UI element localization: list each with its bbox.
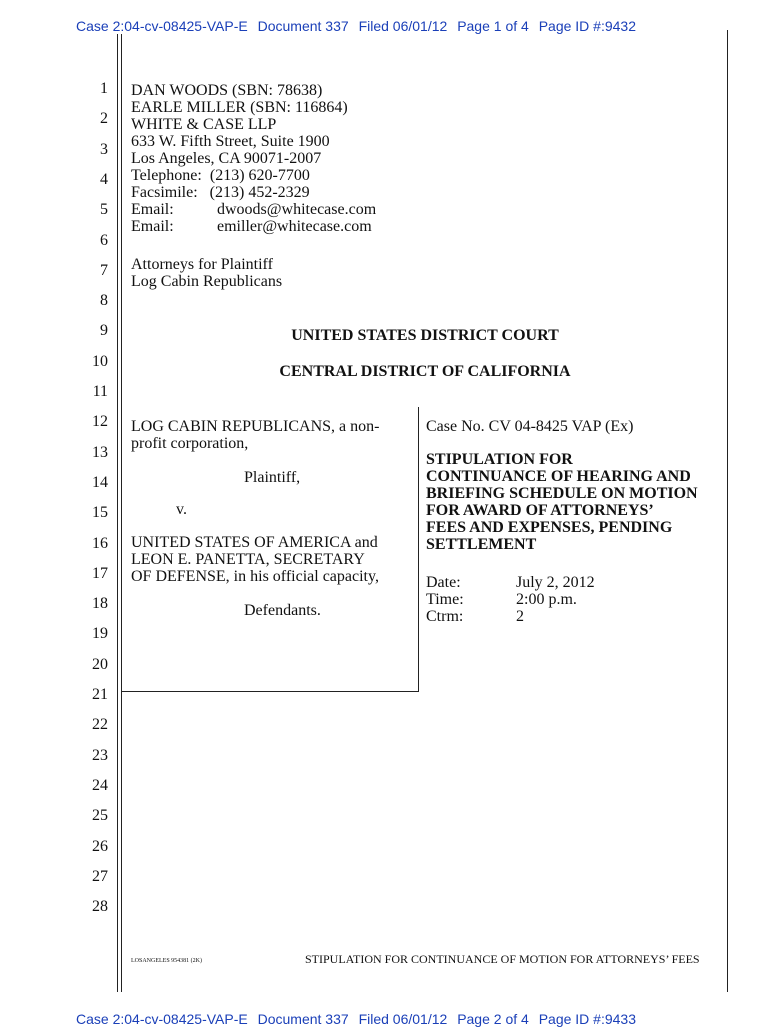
line-number: 12	[92, 413, 108, 430]
line-number: 10	[92, 353, 108, 370]
attorneys-for: Attorneys for Plaintiff	[131, 256, 273, 273]
line-number: 1	[100, 80, 108, 97]
title-line-3: BRIEFING SCHEDULE ON MOTION	[426, 485, 698, 502]
ctrm-label: Ctrm:	[426, 608, 464, 625]
email1-value: dwoods@whitecase.com	[217, 201, 377, 218]
ecf-page-id-next: Page ID #:9433	[538, 1011, 636, 1027]
line-number: 16	[92, 535, 108, 552]
line-number: 17	[92, 565, 108, 582]
defendant-line1: UNITED STATES OF AMERICA and	[131, 534, 378, 551]
firm-address-1: 633 W. Fifth Street, Suite 1900	[131, 133, 330, 150]
line-number: 9	[100, 322, 108, 339]
margin-line-outer	[117, 34, 118, 992]
line-number: 28	[92, 898, 108, 915]
email2-value: emiller@whitecase.com	[217, 218, 372, 235]
attorneys-for-block	[131, 256, 282, 290]
email1-label: Email:	[131, 201, 174, 218]
ecf-page-id: Page ID #:9432	[538, 18, 636, 34]
defendants-label: Defendants.	[244, 602, 321, 619]
line-number: 24	[92, 777, 108, 794]
footer-doc-id: LOSANGELES 954381 (2K)	[131, 958, 202, 964]
line-number: 14	[92, 474, 108, 491]
ecf-header-next-page	[76, 1011, 642, 1027]
firm-address-2: Los Angeles, CA 90071-2007	[131, 150, 322, 167]
line-number: 25	[92, 807, 108, 824]
time-label: Time:	[426, 591, 464, 608]
caption-defendants	[131, 534, 379, 585]
defendant-line3: OF DEFENSE, in his official capacity,	[131, 568, 379, 585]
caption-plaintiff	[131, 418, 379, 452]
telephone-label: Telephone:	[131, 167, 202, 184]
email1-line	[131, 201, 376, 218]
right-margin-line	[727, 30, 728, 992]
ecf-document: Document 337	[257, 18, 349, 34]
case-number: Case No. CV 04-8425 VAP (Ex)	[426, 418, 634, 435]
line-number: 22	[92, 716, 108, 733]
ecf-filed-next: Filed 06/01/12	[358, 1011, 448, 1027]
plaintiff-label: Plaintiff,	[244, 469, 301, 486]
email2-line	[131, 218, 376, 235]
facsimile-line	[131, 184, 376, 201]
ecf-page: Page 1 of 4	[457, 18, 529, 34]
document-title	[426, 451, 698, 553]
hearing-date-row	[426, 574, 595, 591]
ecf-case-number-next: Case 2:04-cv-08425-VAP-E	[76, 1011, 248, 1027]
line-number: 26	[92, 838, 108, 855]
ecf-page-next: Page 2 of 4	[457, 1011, 529, 1027]
ctrm-value: 2	[516, 608, 524, 625]
footer-title: STIPULATION FOR CONTINUANCE OF MOTION FOR ATTORNEYS’ FEES	[305, 952, 700, 966]
title-line-1: STIPULATION FOR	[426, 451, 573, 468]
line-number: 8	[100, 292, 108, 309]
court-name: UNITED STATES DISTRICT COURT	[291, 327, 559, 344]
line-number: 11	[92, 383, 108, 400]
ecf-case-number: Case 2:04-cv-08425-VAP-E	[76, 18, 248, 34]
facsimile-label: Facsimile:	[131, 184, 198, 201]
time-value: 2:00 p.m.	[516, 591, 577, 608]
title-line-4: FOR AWARD OF ATTORNEYS’	[426, 502, 654, 519]
versus: v.	[176, 501, 187, 518]
date-label: Date:	[426, 574, 461, 591]
line-number: 15	[92, 504, 108, 521]
date-value: July 2, 2012	[516, 574, 595, 591]
line-number: 5	[100, 201, 108, 218]
hearing-ctrm-row	[426, 608, 595, 625]
ecf-filed: Filed 06/01/12	[358, 18, 448, 34]
title-line-5: FEES AND EXPENSES, PENDING	[426, 519, 673, 536]
defendant-line2: LEON E. PANETTA, SECRETARY	[131, 551, 365, 568]
line-number: 7	[100, 262, 108, 279]
margin-line-inner	[121, 34, 122, 992]
counsel-name-1: DAN WOODS (SBN: 78638)	[131, 82, 323, 99]
facsimile-value: (213) 452-2329	[209, 184, 310, 201]
line-number: 6	[100, 232, 108, 249]
telephone-value: (213) 620-7700	[209, 167, 310, 184]
plaintiff-name-line1: LOG CABIN REPUBLICANS, a non-	[131, 418, 380, 435]
counsel-name-2: EARLE MILLER (SBN: 116864)	[131, 99, 348, 116]
client-name: Log Cabin Republicans	[131, 273, 283, 290]
line-number: 4	[100, 171, 108, 188]
line-number: 3	[100, 141, 108, 158]
ecf-header	[76, 18, 642, 34]
email2-label: Email:	[131, 218, 174, 235]
hearing-info	[426, 574, 595, 625]
line-number: 13	[92, 444, 108, 461]
line-number: 21	[92, 686, 108, 703]
firm-name: WHITE & CASE LLP	[131, 116, 277, 133]
counsel-block	[131, 82, 376, 235]
title-line-6: SETTLEMENT	[426, 536, 537, 553]
line-number: 2	[100, 110, 108, 127]
line-number: 23	[92, 747, 108, 764]
line-number: 27	[92, 868, 108, 885]
caption-bottom-rule	[121, 691, 419, 692]
court-district: CENTRAL DISTRICT OF CALIFORNIA	[279, 363, 571, 380]
hearing-time-row	[426, 591, 595, 608]
ecf-document-next: Document 337	[257, 1011, 349, 1027]
telephone-line	[131, 167, 376, 184]
title-line-2: CONTINUANCE OF HEARING AND	[426, 468, 691, 485]
caption-divider	[418, 407, 419, 692]
line-number: 18	[92, 595, 108, 612]
line-number: 19	[92, 625, 108, 642]
plaintiff-name-line2: profit corporation,	[131, 435, 249, 452]
line-number: 20	[92, 656, 108, 673]
